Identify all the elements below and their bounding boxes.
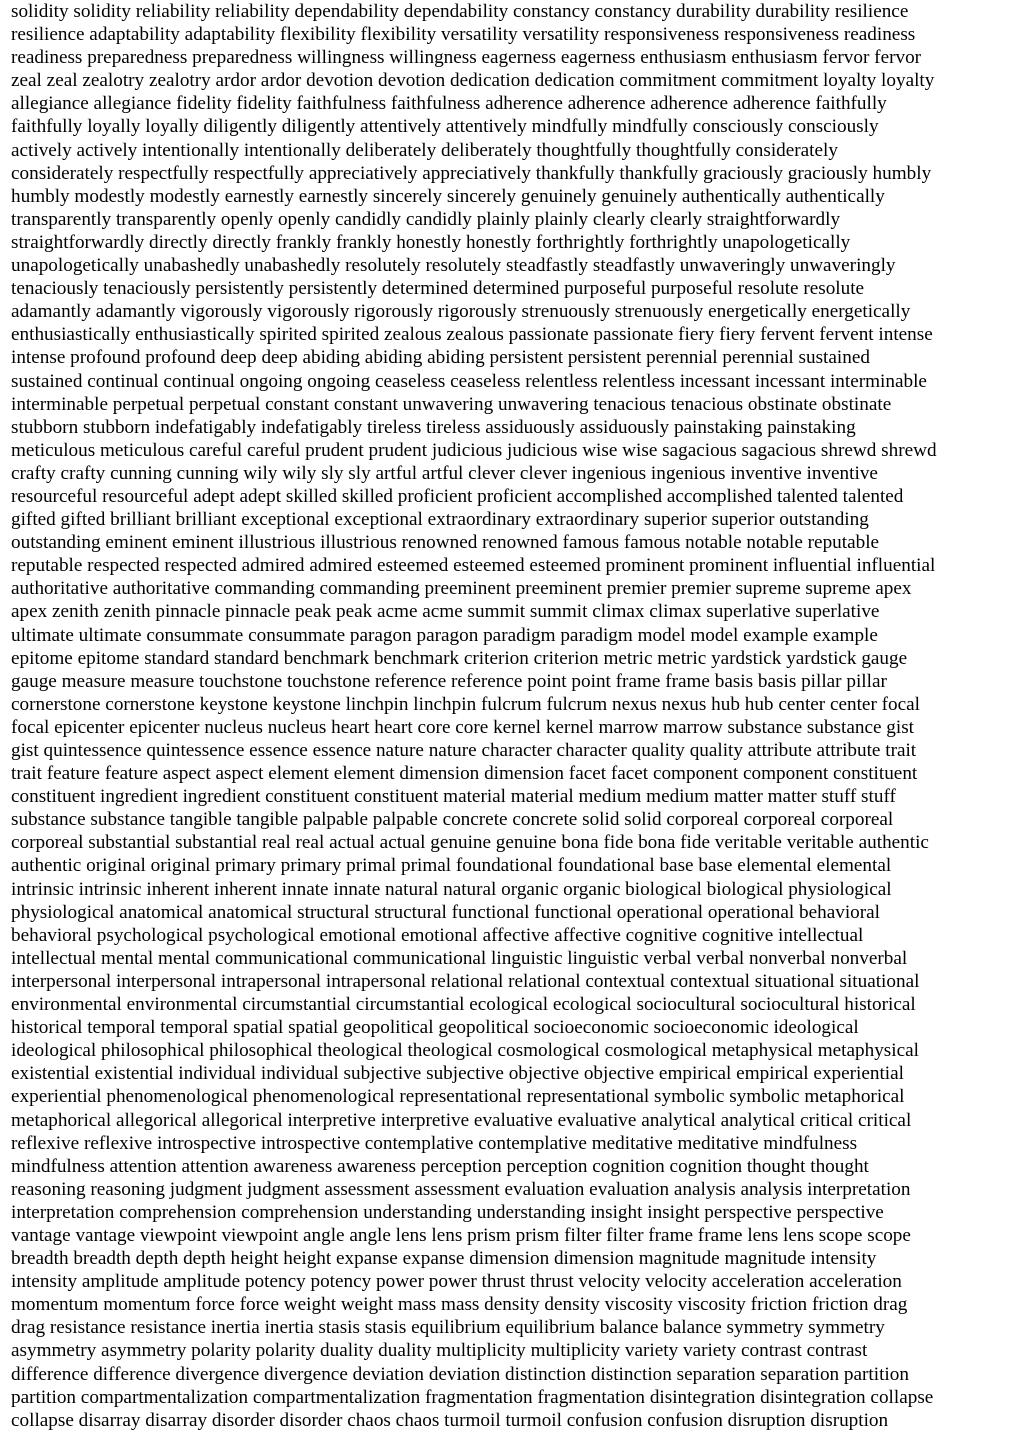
text-line: asymmetry asymmetry polarity polarity duality duality multiplicity multiplicity variety variety contrast contrast: [11, 1340, 868, 1362]
text-line: collapse disarray disarray disorder disorder chaos chaos turmoil turmoil confusion confusion disruption disruption: [11, 1409, 889, 1431]
text-line: authoritative authoritative commanding commanding preeminent preeminent premier premier supreme supreme apex: [11, 578, 912, 600]
text-line: cornerstone cornerstone keystone keystone linchpin linchpin fulcrum fulcrum nexus nexus hub hub center center focal: [11, 693, 920, 715]
text-line: interpersonal interpersonal intrapersonal intrapersonal relational relational contextual contextual situational situational: [11, 970, 920, 992]
text-line: physiological anatomical anatomical structural structural functional functional operational operational behavioral: [11, 901, 880, 923]
text-line: meticulous meticulous careful careful prudent prudent judicious judicious wise wise sagacious sagacious shrewd shrewd: [11, 439, 937, 461]
body-text: [11, 0, 1015, 1432]
text-line: crafty crafty cunning cunning wily wily sly sly artful artful clever clever ingenious ingenious inventive inventive: [11, 462, 878, 484]
text-line: intensity amplitude amplitude potency potency power power thrust thrust velocity velocity acceleration acceleration: [11, 1271, 902, 1293]
text-line: focal epicenter epicenter nucleus nucleus heart heart core core kernel kernel marrow marrow substance substance gist: [11, 716, 914, 738]
text-line: straightforwardly directly directly frankly frankly honestly honestly forthrightly forthrightly unapologetically: [11, 231, 851, 253]
text-line: stubborn stubborn indefatigably indefatigably tireless tireless assiduously assiduously painstaking painstaking: [11, 416, 856, 438]
text-line: corporeal substantial substantial real real actual actual genuine genuine bona fide bona fide veritable veritable authentic: [11, 832, 929, 854]
text-line: enthusiastically enthusiastically spirited spirited zealous zealous passionate passionate fiery fiery fervent fervent intense: [11, 324, 933, 346]
text-line: difference difference divergence divergence deviation deviation distinction distinction separation separation partition: [11, 1363, 909, 1385]
text-line: existential existential individual individual subjective subjective objective objective empirical empirical experiential: [11, 1063, 904, 1085]
text-line: intrinsic intrinsic inherent inherent innate innate natural natural organic organic biological biological physiological: [11, 878, 892, 900]
text-line: vantage vantage viewpoint viewpoint angle angle lens lens prism prism filter filter frame frame lens lens scope scope: [11, 1224, 911, 1246]
text-line: intense profound profound deep deep abiding abiding abiding persistent persistent perennial perennial sustained: [11, 347, 870, 369]
text-line: tenaciously tenaciously persistently persistently determined determined purposeful purposeful resolute resolute: [11, 278, 865, 300]
text-line: trait feature feature aspect aspect element element dimension dimension facet facet component component constituent: [11, 763, 918, 785]
text-line: resourceful resourceful adept adept skilled skilled proficient proficient accomplished accomplished talented talented: [11, 485, 904, 507]
text-line: zeal zeal zealotry zealotry ardor ardor devotion devotion dedication dedication commitment commitment loyalty loyalty: [11, 70, 935, 92]
text-line: resilience adaptability adaptability flexibility flexibility versatility versatility responsiveness responsiveness readiness: [11, 24, 916, 46]
text-line: environmental environmental circumstantial circumstantial ecological ecological sociocultural sociocultural historical: [11, 994, 916, 1016]
text-line: reputable respected respected admired admired esteemed esteemed esteemed prominent prominent influential influential: [11, 555, 936, 577]
text-line: unapologetically unabashedly unabashedly resolutely resolutely steadfastly steadfastly unwaveringly unwaveringly: [11, 255, 896, 277]
text-line: constituent ingredient ingredient constituent constituent material material medium medium matter matter stuff stuff: [11, 786, 896, 808]
text-line: interpretation comprehension comprehension understanding understanding insight insight perspective perspective: [11, 1201, 884, 1223]
text-line: substance substance tangible tangible palpable palpable concrete concrete solid solid corporeal corporeal corporeal: [11, 809, 894, 831]
text-line: transparently transparently openly openly candidly candidly plainly plainly clearly clearly straightforwardly: [11, 208, 841, 230]
text-line: epitome epitome standard standard benchmark benchmark criterion criterion metric metric yardstick yardstick gauge: [11, 647, 908, 669]
text-line: apex zenith zenith pinnacle pinnacle peak peak acme acme summit summit climax climax superlative superlative: [11, 601, 880, 623]
text-line: solidity solidity reliability reliability dependability dependability constancy constancy durability durability resilience: [11, 1, 909, 22]
text-line: allegiance allegiance fidelity fidelity faithfulness faithfulness adherence adherence adherence adherence faithfully: [11, 93, 887, 115]
text-line: gauge measure measure touchstone touchstone reference reference point point frame frame basis basis pillar pillar: [11, 670, 887, 692]
text-line: metaphorical allegorical allegorical interpretive interpretive evaluative evaluative analytical analytical critical critical: [11, 1109, 912, 1131]
text-line: mindfulness attention attention awareness awareness perception perception cognition cognition thought thought: [11, 1155, 869, 1177]
text-line: faithfully loyally loyally diligently diligently attentively attentively mindfully mindfully consciously consciously: [11, 116, 879, 138]
text-line: interminable perpetual perpetual constant constant unwavering unwavering tenacious tenacious obstinate obstinate: [11, 393, 892, 415]
text-line: experiential phenomenological phenomenological representational representational symbolic symbolic metaphorical: [11, 1086, 905, 1108]
text-line: ultimate ultimate consummate consummate paragon paragon paradigm paradigm model model example example: [11, 624, 878, 646]
text-line: breadth breadth depth depth height height expanse expanse dimension dimension magnitude magnitude intensity: [11, 1248, 877, 1270]
text-line: reflexive reflexive introspective introspective contemplative contemplative meditative meditative mindfulness: [11, 1132, 858, 1154]
text-line: actively actively intentionally intentionally deliberately deliberately thoughtfully thoughtfully considerately: [11, 139, 838, 161]
text-line: ideological philosophical philosophical theological theological cosmological cosmological metaphysical metaphysical: [11, 1040, 919, 1062]
text-line: outstanding eminent eminent illustrious illustrious renowned renowned famous famous notable notable reputable: [11, 532, 880, 554]
text-line: adamantly adamantly vigorously vigorously rigorously rigorously strenuously strenuously energetically energetically: [11, 301, 911, 323]
text-line: reasoning reasoning judgment judgment assessment assessment evaluation evaluation analysis analysis interpretation: [11, 1178, 911, 1200]
text-line: authentic original original primary primary primal primal foundational foundational base base elemental elemental: [11, 855, 892, 877]
text-line: gifted gifted brilliant brilliant exceptional exceptional extraordinary extraordinary superior superior outstanding: [11, 509, 869, 531]
text-line: humbly modestly modestly earnestly earnestly sincerely sincerely genuinely genuinely authentically authentically: [11, 185, 885, 207]
text-line: sustained continual continual ongoing ongoing ceaseless ceaseless relentless relentless incessant incessant interminable: [11, 370, 927, 392]
text-line: readiness preparedness preparedness willingness willingness eagerness eagerness enthusiasm enthusiasm fervor fervor: [11, 47, 922, 69]
text-line: drag resistance resistance inertia inertia stasis stasis equilibrium equilibrium balance balance symmetry symmetry: [11, 1317, 885, 1339]
text-line: historical temporal temporal spatial spatial geopolitical geopolitical socioeconomic socioeconomic ideological: [11, 1017, 859, 1039]
text-line: momentum momentum force force weight weight mass mass density density viscosity viscosity friction friction drag: [11, 1294, 908, 1316]
text-line: partition compartmentalization compartmentalization fragmentation fragmentation disintegration disintegration collapse: [11, 1386, 934, 1408]
text-line: gist quintessence quintessence essence essence nature nature character character quality quality attribute attribute trait: [11, 740, 917, 761]
text-line: behavioral psychological psychological emotional emotional affective affective cognitive cognitive intellectual: [11, 924, 864, 946]
text-line: considerately respectfully respectfully appreciatively appreciatively thankfully thankfully graciously graciously humbly: [11, 162, 932, 184]
text-line: intellectual mental mental communicational communicational linguistic linguistic verbal verbal nonverbal nonverbal: [11, 947, 908, 969]
